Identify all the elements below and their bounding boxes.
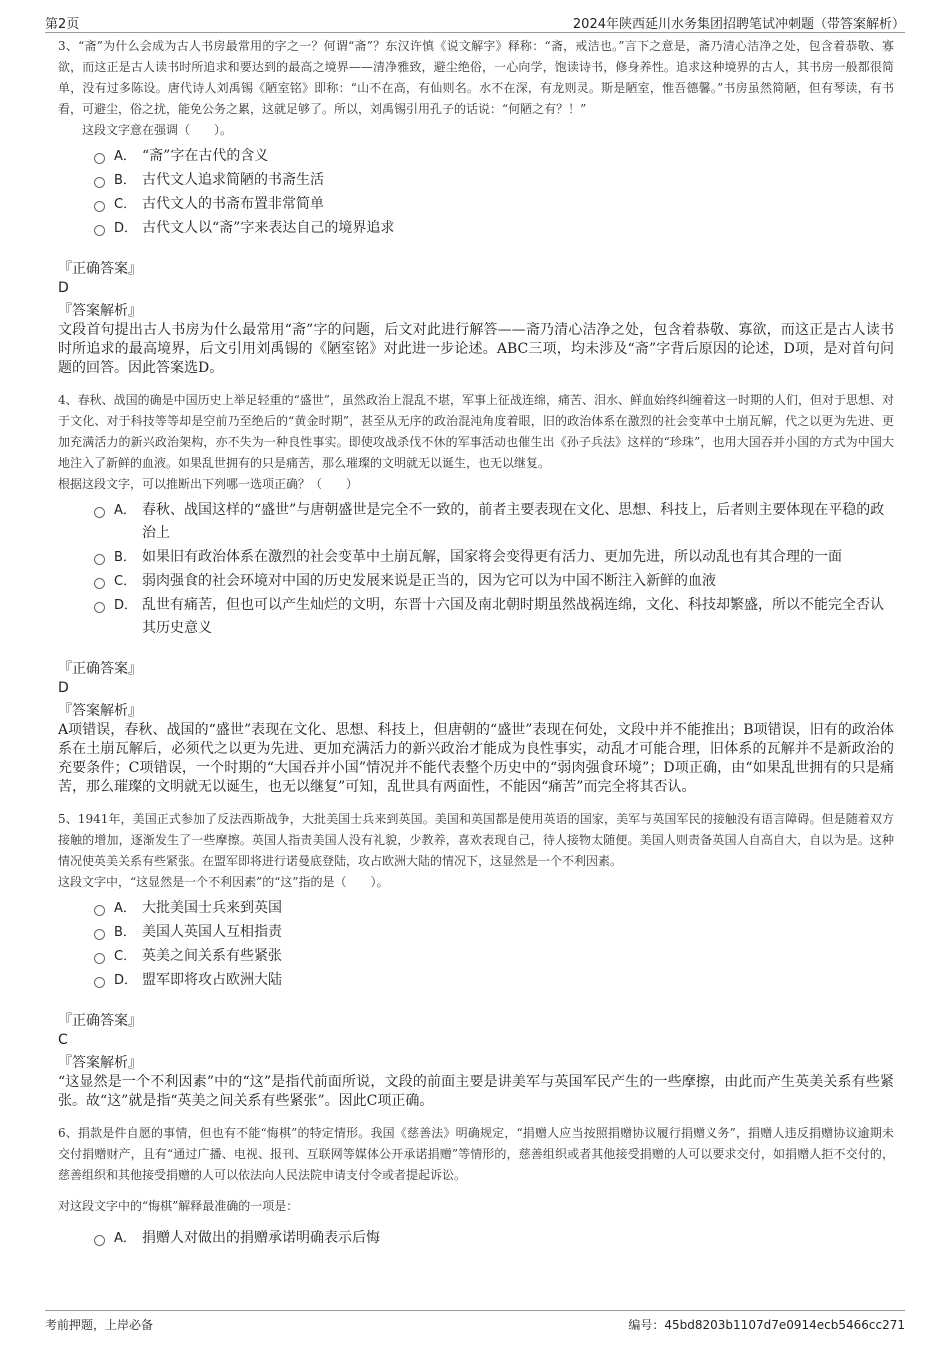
option-b[interactable]: B． 美国人英国人互相指责 (94, 921, 894, 944)
radio-icon[interactable] (94, 1235, 105, 1246)
radio-icon[interactable] (94, 953, 105, 964)
option-d[interactable]: D． 盟军即将攻占欧洲大陆 (94, 969, 894, 992)
question-stem: 这段文字中，“这显然是一个不利因素”的“这”指的是（ ）。 (58, 875, 389, 889)
answer-value: C (58, 1032, 68, 1048)
explanation-text: A项错误，春秋、战国的“盛世”表现在文化、思想、科技上，但唐朝的“盛世”表现在何处，文段中并不能推出；B项错误，旧有的政治体系在土崩瓦解后，必须代之以更为先进、更加充满活力的新兴政治才能成为良性事实，动乱才可能合理，旧体系的瓦解并不是新政治的充要条件；C项错误，一个时期的“大国吞并小国”情况并不能代表整个历史中的“弱肉强食环境”；D项正确，由“如果乱世拥有的只是痛苦，那么璀璨的文明就无以诞生，也无以继复”可知，乱世具有两面性，不能因“痛苦”而完全将其否认。 (58, 722, 894, 795)
page-footer (45, 1310, 905, 1333)
option-c[interactable]: C． 英美之间关系有些紧张 (94, 945, 894, 968)
option-d[interactable]: D． 乱世有痛苦，但也可以产生灿烂的文明，东晋十六国及南北朝时期虽然战祸连绵，文化、科技却繁盛，所以不能完全否认其历史意义 (94, 594, 894, 640)
explanation (58, 1054, 894, 1111)
option-a[interactable]: A． “斋”字在古代的含义 (94, 145, 894, 168)
answer-label: 『正确答案』 (58, 661, 142, 677)
content (58, 36, 894, 1251)
question-3 (58, 36, 894, 378)
document-code: 编号：45bd8203b1107d7e0914ecb5466cc271 (628, 1318, 905, 1332)
answer-value: D (58, 680, 69, 696)
question-stem: 根据这段文字，可以推断出下列哪一选项正确？（ ） (58, 477, 359, 491)
explanation-label: 『答案解析』 (58, 303, 142, 319)
answer-block (58, 1012, 894, 1050)
explanation-label: 『答案解析』 (58, 703, 142, 719)
question-stem: 这段文字意在强调（ ）。 (82, 123, 233, 137)
radio-icon[interactable] (94, 177, 105, 188)
question-passage: 4、春秋、战国的确是中国历史上举足轻重的“盛世”，虽然政治上混乱不堪，军事上征战连绵，痛苦、泪水、鲜血始终纠缠着这一时期的人们，但对于思想、对于文化、对于科技等等却是空前乃至绝后的“黄金时期”，甚至从无序的政治混沌角度着眼，旧的政治体系在激烈的社会变革中土崩瓦解，代之以更为先进、更加充满活力的新兴政治架构，亦不失为一种良性事实。即使攻战杀伐不休的军事活动也催生出《孙子兵法》这样的“珍珠”，也用大国吞并小国的方式为中国大地注入了新鲜的血液。如果乱世拥有的只是痛苦，那么璀璨的文明就无以诞生，也无以继复。 (58, 393, 894, 470)
answer-label: 『正确答案』 (58, 261, 142, 277)
radio-icon[interactable] (94, 905, 105, 916)
answer-value: D (58, 280, 69, 296)
question-passage: 3、“斋”为什么会成为古人书房最常用的字之一？何谓“斋”？东汉许慎《说文解字》释称：“斋，戒洁也。”言下之意是，斋乃清心洁净之处，包含着恭敬、寡欲，而这正是古人读书时所追求和要达到的最高之境界——清净雅致，避尘绝俗，一心向学，饱读诗书，修身养性。追求这种境界的古人，其书房一般都很简单，没有过多陈设。唐代诗人刘禹锡《陋室铭》即称：“山不在高，有仙则名。水不在深，有龙则灵。斯是陋室，惟吾德馨。”书房虽然简陋，但有琴读，有书看，可避尘，俗之扰，能免公务之累，这就足够了。所以，刘禹锡引用孔子的话说：“何陋之有？！” (58, 39, 894, 116)
question-5 (58, 809, 894, 1111)
explanation-label: 『答案解析』 (58, 1055, 142, 1071)
question-stem: 对这段文字中的“悔棋”解释最准确的一项是： (58, 1199, 299, 1213)
radio-icon[interactable] (94, 554, 105, 565)
explanation (58, 702, 894, 797)
radio-icon[interactable] (94, 578, 105, 589)
option-b[interactable]: B． 古代文人追求简陋的书斋生活 (94, 169, 894, 192)
radio-icon[interactable] (94, 929, 105, 940)
option-list (58, 499, 894, 640)
option-a[interactable]: A． 大批美国士兵来到英国 (94, 897, 894, 920)
explanation-text: “这显然是一个不利因素”中的“这”是指代前面所说，文段的前面主要是讲美军与英国军民产生的一些摩擦，由此而产生英美关系有些紧张。故“这”就是指“英美之间关系有些紧张”。因此C项正确。 (58, 1074, 894, 1109)
answer-block (58, 660, 894, 698)
option-d[interactable]: D． 古代文人以“斋”字来表达自己的境界追求 (94, 217, 894, 240)
footer-slogan: 考前押题，上岸必备 (45, 1318, 154, 1332)
option-b[interactable]: B． 如果旧有政治体系在激烈的社会变革中土崩瓦解，国家将会变得更有活力、更加先进，所以动乱也有其合理的一面 (94, 546, 894, 569)
option-list (58, 145, 894, 240)
question-passage: 6、捐款是件自愿的事情，但也有不能“悔棋”的特定情形。我国《慈善法》明确规定，“捐赠人应当按照捐赠协议履行捐赠义务”，捐赠人违反捐赠协议逾期未交付捐赠财产，且有“通过广播、电视、报刊、互联网等媒体公开承诺捐赠”等情形的，慈善组织或者其他接受捐赠的人可以要求交付，如捐赠人拒不交付的，慈善组织和其他接受捐赠的人可以依法向人民法院申请支付令或者提起诉讼。 (58, 1126, 894, 1182)
option-list (58, 1227, 894, 1250)
option-a[interactable]: A． 捐赠人对做出的捐赠承诺明确表示后悔 (94, 1227, 894, 1250)
option-c[interactable]: C． 弱肉强食的社会环境对中国的历史发展来说是正当的，因为它可以为中国不断注入新鲜的血液 (94, 570, 894, 593)
explanation-text: 文段首句提出古人书房为什么最常用“斋”字的问题，后文对此进行解答——斋乃清心洁净之处，包含着恭敬、寡欲，而这正是古人读书时所追求的最高境界，后文引用刘禹锡的《陋室铭》对此进一步论述。ABC三项，均未涉及“斋”字背后原因的论述，D项，是对首句问题的回答。因此答案选D。 (58, 322, 894, 376)
radio-icon[interactable] (94, 201, 105, 212)
radio-icon[interactable] (94, 977, 105, 988)
radio-icon[interactable] (94, 153, 105, 164)
explanation (58, 302, 894, 378)
page-number: 第2页 (45, 17, 80, 32)
answer-label: 『正确答案』 (58, 1013, 142, 1029)
document-title: 2024年陕西延川水务集团招聘笔试冲刺题（带答案解析） (572, 17, 905, 32)
radio-icon[interactable] (94, 507, 105, 518)
answer-block (58, 260, 894, 298)
page-header (45, 10, 905, 33)
question-passage: 5、1941年，美国正式参加了反法西斯战争，大批美国士兵来到英国。美国和英国都是使用英语的国家，美军与英国军民的接触没有语言障碍。但是随着双方接触的增加，逐渐发生了一些摩擦。英国人指责美国人没有礼貌，少教养，喜欢表现自己，待人接物太随便。美国人则责备英国人自高自大，自以为是。这种情况使英美关系有些紧张。在盟军即将进行诺曼底登陆，攻占欧洲大陆的情况下，这显然是一个不利因素。 (58, 812, 894, 868)
option-c[interactable]: C． 古代文人的书斋布置非常简单 (94, 193, 894, 216)
option-a[interactable]: A． 春秋、战国这样的“盛世”与唐朝盛世是完全不一致的，前者主要表现在文化、思想、科技上，后者则主要体现在平稳的政治上 (94, 499, 894, 545)
question-6 (58, 1123, 894, 1250)
radio-icon[interactable] (94, 602, 105, 613)
question-4 (58, 390, 894, 797)
radio-icon[interactable] (94, 225, 105, 236)
option-list (58, 897, 894, 992)
